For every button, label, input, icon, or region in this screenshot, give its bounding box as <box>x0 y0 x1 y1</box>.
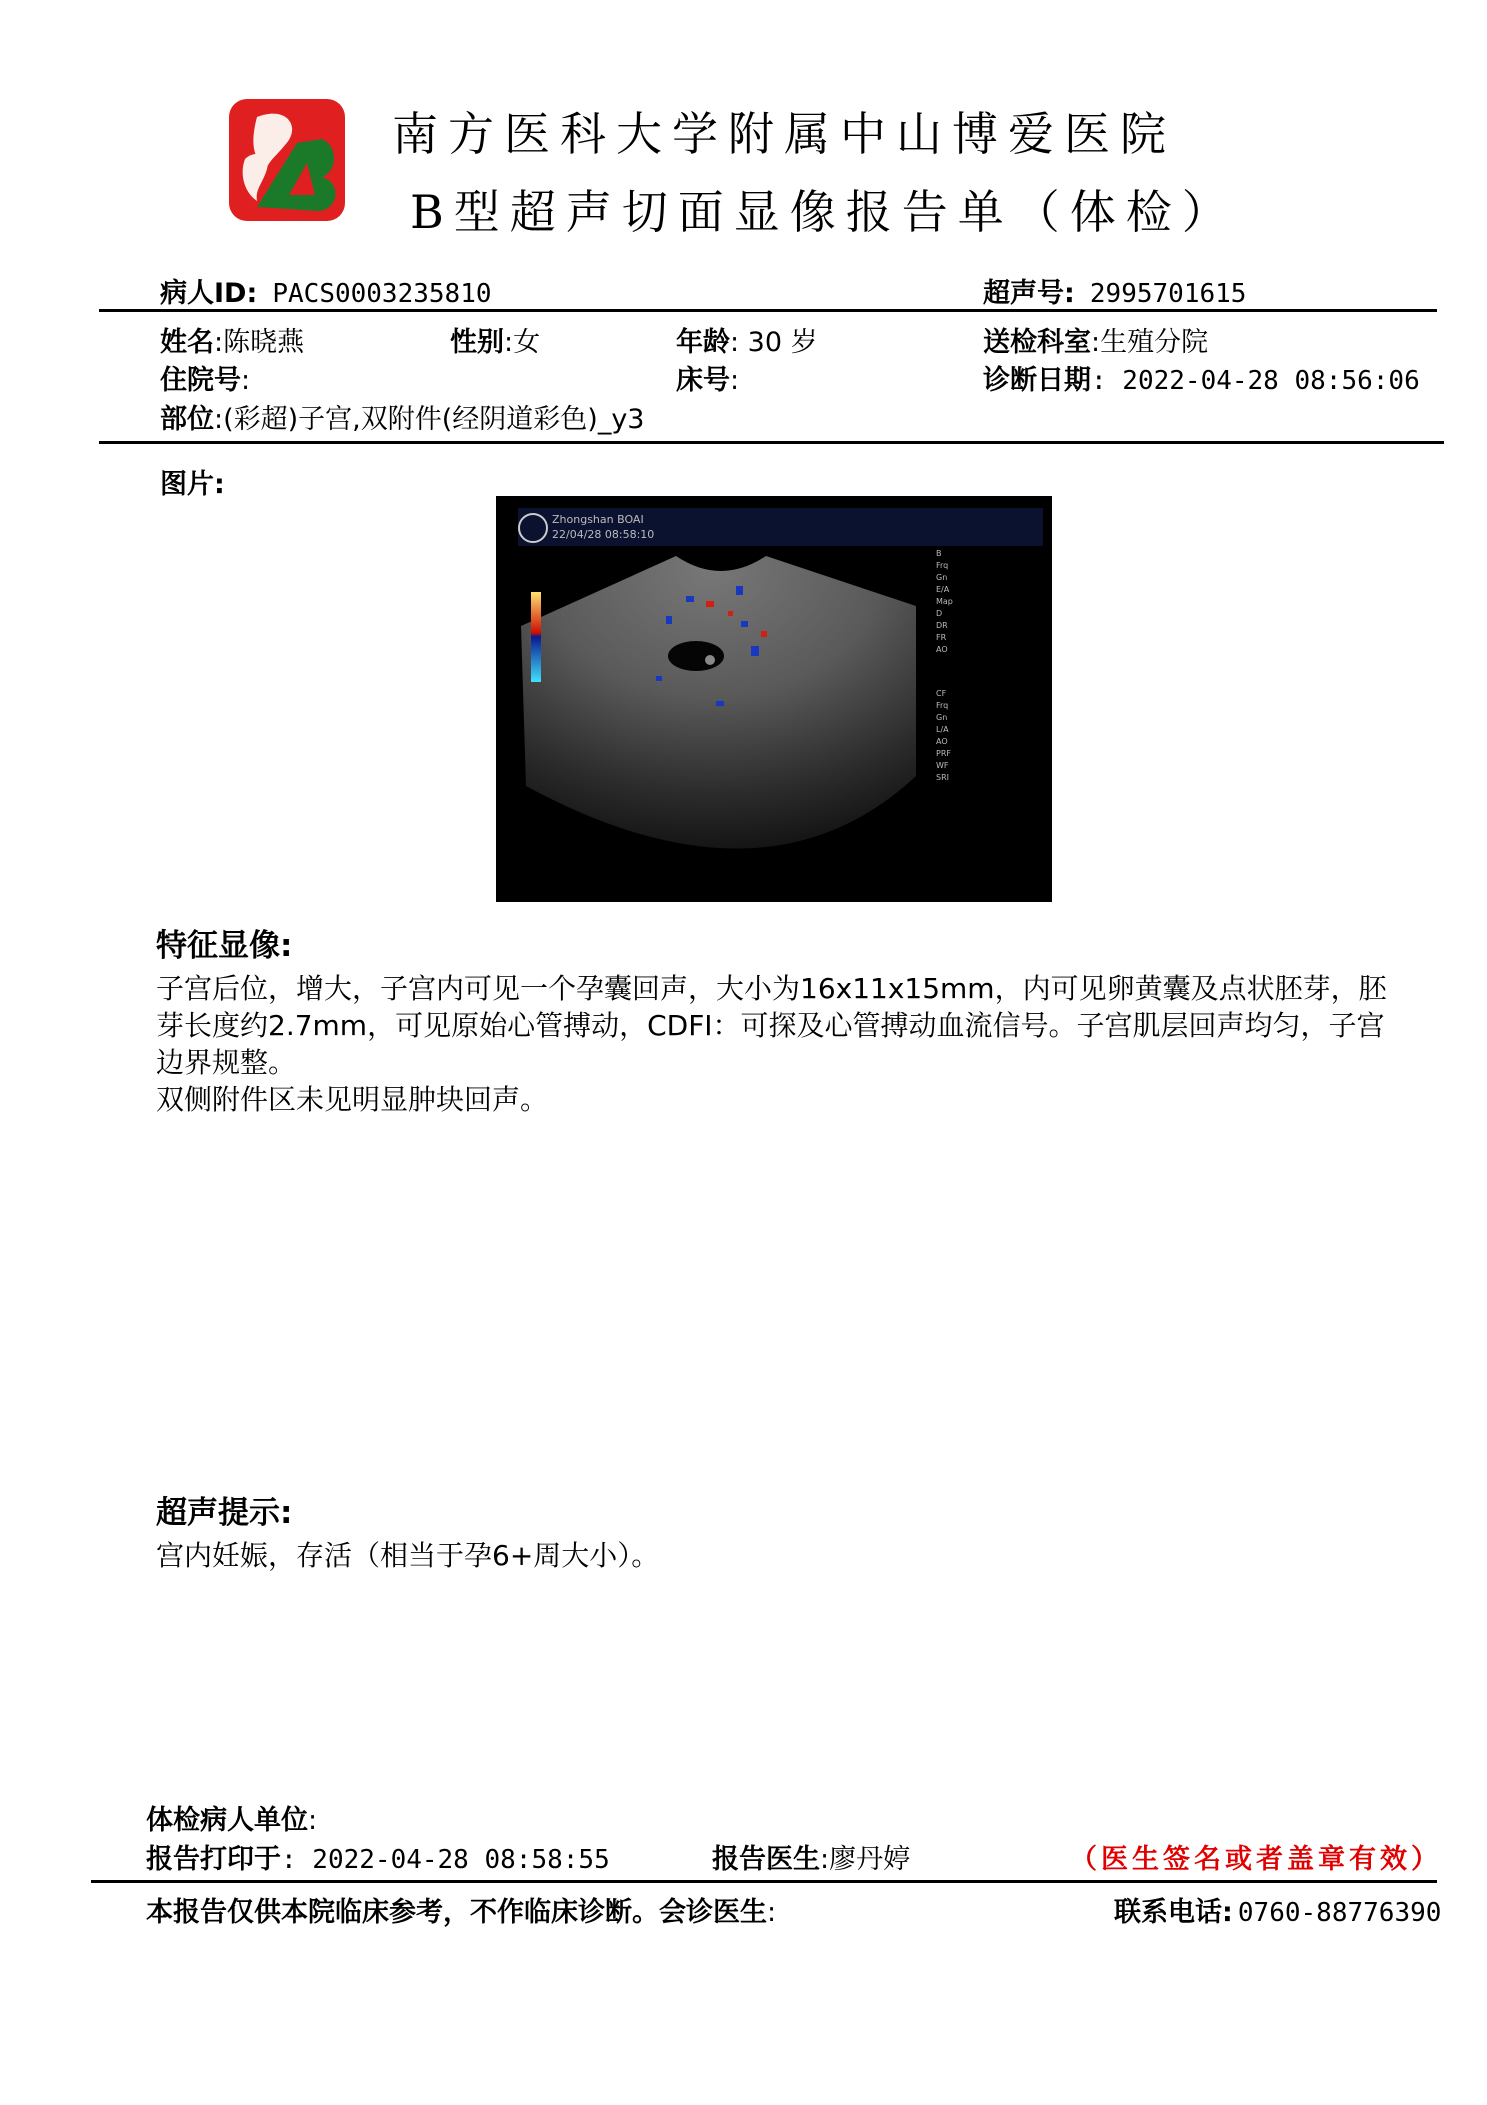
sex-value: :女 <box>504 327 541 358</box>
svg-text:AO: AO <box>936 737 948 746</box>
report-doctor-value: :廖丹婷 <box>820 1844 911 1875</box>
department-value: :生殖分院 <box>1091 327 1209 358</box>
consult-doctor-value: : <box>767 1897 777 1928</box>
phone-value: 0760-88776390 <box>1237 1898 1442 1928</box>
divider-footer <box>91 1880 1437 1883</box>
bed-no-value: : <box>730 365 740 396</box>
conclusion-label: 超声提示: <box>156 1495 293 1531</box>
conclusion-text: 宫内妊娠，存活（相当于孕6+周大小）。 <box>156 1539 660 1572</box>
sex-field <box>450 320 540 359</box>
hospital-logo <box>227 97 347 223</box>
ultrasound-no-value: 2995701615 <box>1089 279 1247 309</box>
age-value: : 30 岁 <box>730 327 818 358</box>
svg-text:B: B <box>936 549 942 558</box>
ultrasound-image <box>496 496 1052 902</box>
ultrasound-no-field <box>983 271 1246 310</box>
svg-text:Gn: Gn <box>936 573 948 582</box>
inpatient-no-value: : <box>241 365 251 396</box>
findings-label: 特征显像: <box>156 928 293 964</box>
bed-no-field <box>676 358 739 397</box>
employer-field <box>146 1798 317 1837</box>
overlay-site: Zhongshan BOAI <box>552 513 644 526</box>
diagnosis-date-label: 诊断日期 <box>983 365 1091 396</box>
svg-text:Frq: Frq <box>936 701 949 710</box>
employer-label: 体检病人单位 <box>146 1805 308 1836</box>
inpatient-no-label: 住院号 <box>160 365 241 396</box>
patient-id-field <box>160 271 492 310</box>
svg-text:E/A: E/A <box>936 585 950 594</box>
report-title: B型超声切面显像报告单（体检） <box>410 185 1238 239</box>
printed-at-field <box>146 1837 610 1876</box>
findings-text <box>156 970 1396 1118</box>
phone-label: 联系电话: <box>1114 1897 1233 1928</box>
department-label: 送检科室 <box>983 327 1091 358</box>
bed-no-label: 床号 <box>676 365 730 396</box>
body-site-value: :(彩超)子宫,双附件(经阴道彩色)_y3 <box>214 404 645 435</box>
svg-text:Frq: Frq <box>936 561 949 570</box>
report-doctor-label: 报告医生 <box>712 1844 820 1875</box>
patient-id-label: 病人ID: <box>160 278 258 309</box>
diagnosis-date-field <box>983 358 1420 397</box>
svg-text:D: D <box>936 609 943 618</box>
svg-text:AO: AO <box>936 645 948 654</box>
patient-id-value: PACS0003235810 <box>272 279 492 309</box>
report-doctor-field <box>712 1837 910 1876</box>
hospital-name: 南方医科大学附属中山博爱医院 <box>392 107 1176 161</box>
printed-at-label: 报告打印于 <box>146 1844 281 1875</box>
image-section-label: 图片: <box>160 469 225 500</box>
svg-text:L/A: L/A <box>936 725 949 734</box>
ultrasound-no-label: 超声号: <box>983 278 1075 309</box>
findings-paragraph: 子宫后位，增大，子宫内可见一个孕囊回声，大小为16x11x15mm，内可见卵黄囊及点状胚芽，胚芽长度约2.7mm，可见原始心管搏动，CDFI：可探及心管搏动血流信号。子宫肌层回声均匀，子宫边界规整。 <box>156 972 1387 1079</box>
disclaimer-text: 本报告仅供本院临床参考，不作临床诊断。会诊医生 <box>146 1897 767 1928</box>
employer-value: : <box>308 1805 318 1836</box>
diagnosis-date-value: : 2022-04-28 08:56:06 <box>1091 366 1420 396</box>
sex-label: 性别 <box>450 327 504 358</box>
name-value: :陈晓燕 <box>214 327 305 358</box>
svg-text:FR: FR <box>936 633 947 642</box>
svg-text:WF: WF <box>936 761 949 770</box>
name-label: 姓名 <box>160 327 214 358</box>
body-site-field <box>160 397 644 436</box>
svg-text:Map: Map <box>936 597 953 606</box>
svg-text:CF: CF <box>936 689 947 698</box>
age-field <box>676 320 818 359</box>
divider-info <box>99 441 1444 444</box>
phone-field <box>1114 1890 1441 1929</box>
svg-text:Gn: Gn <box>936 713 948 722</box>
svg-text:SRI: SRI <box>936 773 949 782</box>
name-field <box>160 320 304 359</box>
divider-top <box>99 309 1437 312</box>
validity-note: （医生签名或者盖章有效） <box>1070 1844 1442 1875</box>
body-site-label: 部位 <box>160 404 214 435</box>
findings-paragraph: 双侧附件区未见明显肿块回声。 <box>156 1083 549 1116</box>
overlay-time: 22/04/28 08:58:10 <box>552 528 655 541</box>
disclaimer-field <box>146 1890 776 1929</box>
svg-text:DR: DR <box>936 621 948 630</box>
department-field <box>983 320 1208 359</box>
age-label: 年龄 <box>676 327 730 358</box>
printed-at-value: : 2022-04-28 08:58:55 <box>281 1845 610 1875</box>
svg-text:PRF: PRF <box>936 749 951 758</box>
inpatient-no-field <box>160 358 250 397</box>
